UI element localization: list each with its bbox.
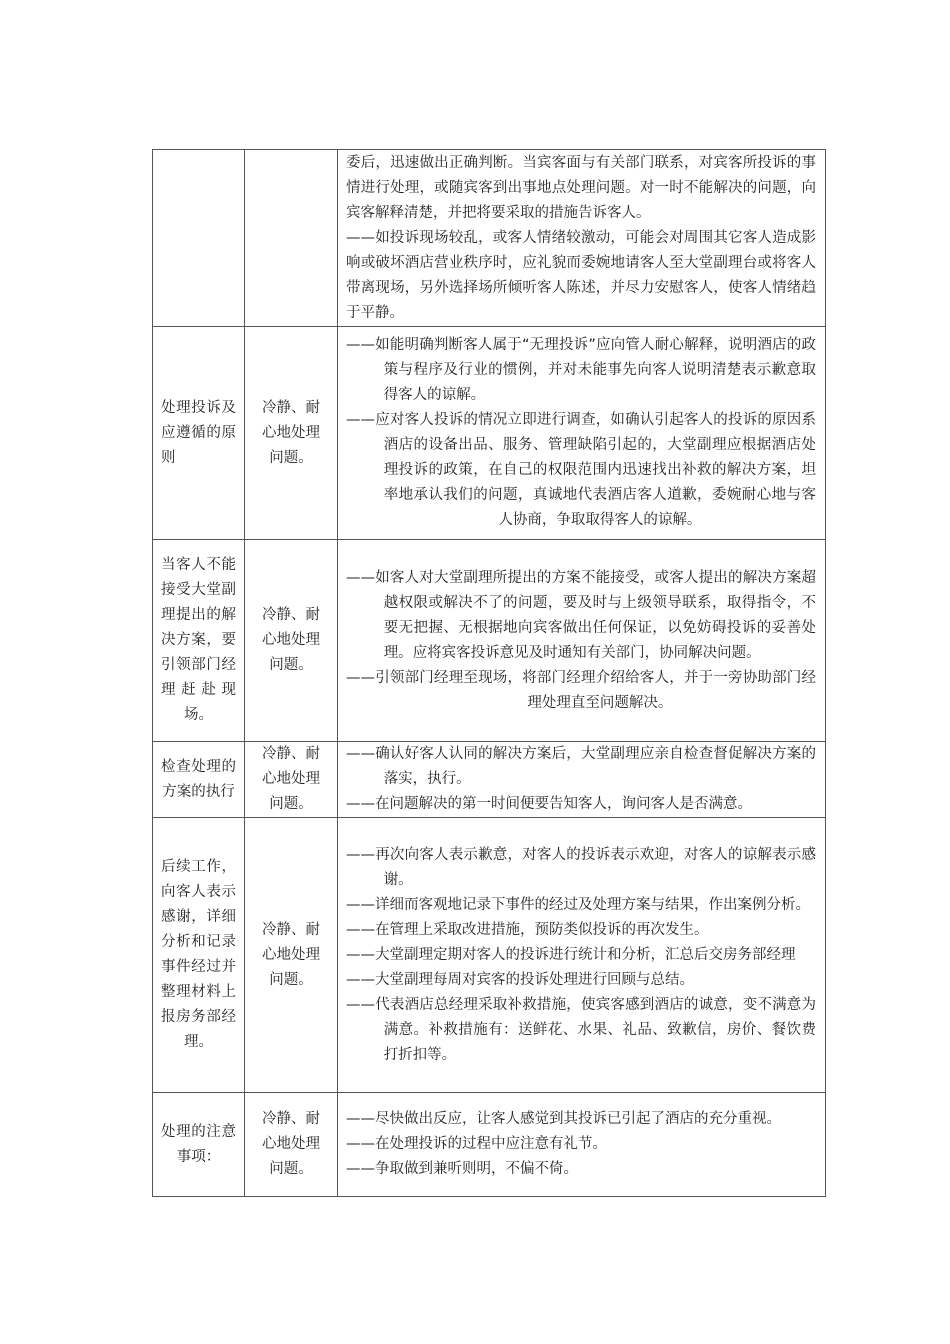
measure-paragraph: ——大堂副理定期对客人的投诉进行统计和分析，汇总后交房务部经理	[346, 946, 796, 963]
measure-paragraph: ——尽快做出反应，让客人感觉到其投诉已引起了酒店的充分重视。	[346, 1111, 781, 1127]
attitude-cell: 冷静、耐心地处理问题。	[245, 327, 338, 540]
procedure-table	[152, 149, 826, 1197]
measures-cell	[338, 150, 826, 327]
table-row	[153, 150, 826, 327]
table-row	[153, 742, 826, 818]
measure-paragraph: ——争取做到兼听则明，不偏不倚。	[346, 1161, 578, 1177]
measure-paragraph: ——再次向客人表示歉意，对客人的投诉表示欢迎，对客人的谅解表示感谢。	[346, 846, 816, 888]
topic-cell: 检查处理的方案的执行	[153, 742, 245, 818]
measures-cell	[338, 818, 826, 1093]
attitude-cell: 冷静、耐心地处理问题。	[245, 818, 338, 1093]
measure-paragraph: ——如能明确判断客人属于“无理投诉”应向管人耐心解释，说明酒店的政策与程序及行业的惯例，并对未能事先向客人说明清楚表示歉意取得客人的谅解。	[346, 337, 816, 403]
measure-paragraph: ——引领部门经理至现场，将部门经理介绍给客人，并于一旁协助部门经理处理直至问题解决。	[346, 669, 816, 711]
attitude-cell: 冷静、耐心地处理问题。	[245, 742, 338, 818]
table-row	[153, 327, 826, 540]
measure-paragraph: ——在问题解决的第一时间便要告知客人，询问客人是否满意。	[346, 796, 752, 812]
measure-paragraph: ——详细而客观地记录下事件的经过及处理方案与结果，作出案例分析。	[346, 896, 810, 913]
measures-cell	[338, 742, 826, 818]
topic-cell: 处理的注意事项：	[153, 1093, 245, 1197]
attitude-cell	[245, 150, 338, 327]
measure-paragraph: ——代表酒店总经理采取补救措施，使宾客感到酒店的诚意，变不满意为满意。补救措施有：送鲜花、水果、礼品、致歉信，房价、餐饮费打折扣等。	[346, 996, 816, 1063]
topic-cell: 后续工作，向客人表示感谢，详细分析和记录事件经过并整理材料上报房务部经理。	[153, 818, 245, 1093]
measure-paragraph: ——应对客人投诉的情况立即进行调查，如确认引起客人的投诉的原因系酒店的设备出品、服务、管理缺陷引起的，大堂副理应根据酒店处理投诉的政策，在自己的权限范围内迅速找出补救的解决方案，坦率地承认我们的问题，真诚地代表酒店客人道歉，委婉耐心地与客人协商，争取取得客人的谅解。	[346, 412, 816, 528]
table-row	[153, 540, 826, 742]
attitude-cell: 冷静、耐心地处理问题。	[245, 1093, 338, 1197]
attitude-cell: 冷静、耐心地处理问题。	[245, 540, 338, 742]
measures-cell	[338, 540, 826, 742]
measure-paragraph: ——大堂副理每周对宾客的投诉处理进行回顾与总结。	[346, 971, 694, 988]
measure-paragraph: ——确认好客人认同的解决方案后，大堂副理应亲自检查督促解决方案的落实，执行。	[346, 746, 816, 787]
topic-cell: 处理投诉及应遵循的原则	[153, 327, 245, 540]
table-row	[153, 1093, 826, 1197]
measure-paragraph: ——如客人对大堂副理所提出的方案不能接受，或客人提出的解决方案超越权限或解决不了的问题，要及时与上级领导联系，取得指令，不要无把握、无根据地向宾客做出任何保证，以免妨碍投诉的妥善处理。应将宾客投诉意见及时通知有关部门，协同解决问题。	[346, 569, 816, 661]
measures-cell	[338, 1093, 826, 1197]
measures-cell	[338, 327, 826, 540]
measure-paragraph: ——在处理投诉的过程中应注意有礼节。	[346, 1136, 607, 1152]
measure-paragraph: ——如投诉现场较乱，或客人情绪较激动，可能会对周围其它客人造成影响或破坏酒店营业秩序时，应礼貌而委婉地请客人至大堂副理台或将客人带离现场，另外选择场所倾听客人陈述，并尽力安慰客人，使客人情绪趋于平静。	[346, 229, 816, 321]
topic-cell	[153, 150, 245, 327]
measure-paragraph: ——在管理上采取改进措施，预防类似投诉的再次发生。	[346, 921, 709, 938]
measure-paragraph: 委后，迅速做出正确判断。当宾客面与有关部门联系，对宾客所投诉的事情进行处理，或随宾客到出事地点处理问题。对一时不能解决的问题，向宾客解释清楚，并把将要采取的措施告诉客人。	[346, 154, 816, 221]
table-row	[153, 818, 826, 1093]
topic-cell: 当客人不能接受大堂副理提出的解决方案，要引领部门经理赶赴现场。	[153, 540, 245, 742]
